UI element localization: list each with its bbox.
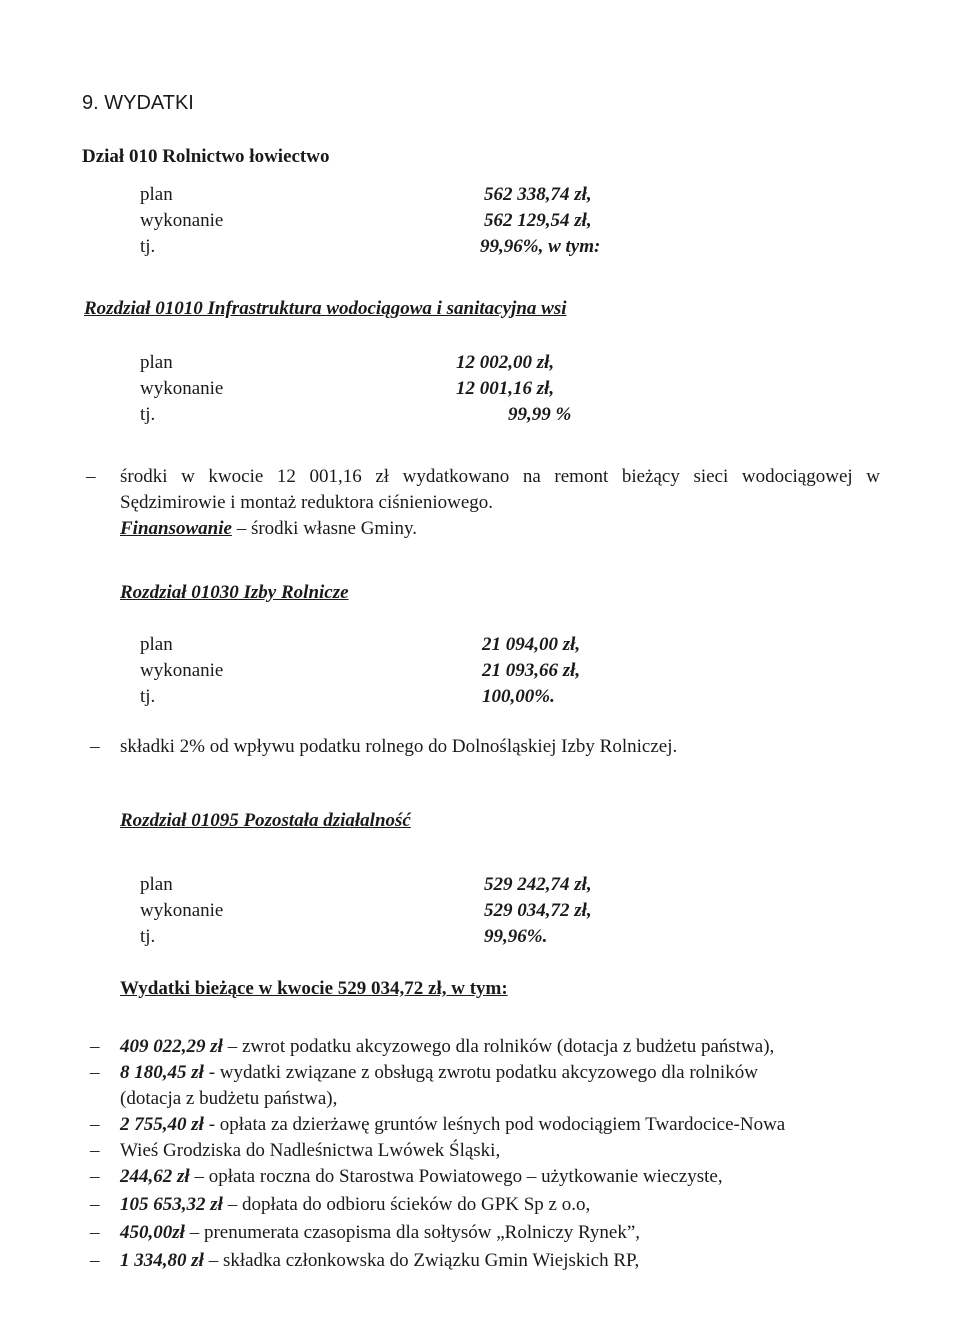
list-item (120, 1036, 774, 1058)
bullet-dash: – (90, 1222, 100, 1243)
list-item-amount: 450,00zł (120, 1222, 185, 1243)
bullet-dash: – (90, 736, 100, 757)
bullet-dash: – (90, 1114, 100, 1135)
list-item-text: – zwrot podatku akcyzowego dla rolników (dotacja z budżetu państwa), (222, 1036, 775, 1057)
r01010-label-plan: plan (140, 352, 173, 373)
r01030-bullet: składki 2% od wpływu podatku rolnego do Dolnośląskiej Izby Rolniczej. (120, 736, 678, 757)
list-item (120, 1194, 590, 1216)
r01010-label-tj: tj. (140, 404, 156, 425)
list-item (120, 1222, 640, 1244)
r01010-value-plan: 12 002,00 zł, (456, 352, 555, 373)
list-item-amount: 2 755,40 zł (120, 1114, 204, 1135)
bullet-dash: – (90, 1194, 100, 1215)
list-item-amount: 105 653,32 zł (120, 1194, 223, 1215)
list-item (120, 1114, 785, 1136)
dzial-label-wykonanie: wykonanie (140, 210, 224, 231)
bullet-dash: – (86, 466, 96, 487)
list-item (120, 1250, 639, 1272)
section-title: 9. WYDATKI (82, 92, 194, 114)
list-item-text: – dopłata do odbioru ścieków do GPK Sp z o.o, (222, 1194, 591, 1215)
list-item (120, 1062, 758, 1084)
r01095-label-tj: tj. (140, 926, 156, 947)
bullet-dash: – (90, 1062, 100, 1083)
r01095-label-plan: plan (140, 874, 173, 895)
r01030-label-plan: plan (140, 634, 173, 655)
list-item-amount: 8 180,45 zł (120, 1062, 204, 1083)
bullet-dash: – (90, 1140, 100, 1161)
bullet-dash: – (90, 1250, 100, 1271)
financing-text: – środki własne Gminy. (231, 518, 417, 539)
r01030-value-tj: 100,00%. (482, 686, 555, 707)
r01010-title: Rozdział 01010 Infrastruktura wodociągowa i sanitacyjna wsi (84, 298, 567, 319)
list-item-text: - opłata za dzierżawę gruntów leśnych pod wodociągiem Twardocice-Nowa (203, 1114, 786, 1135)
dzial-value-plan: 562 338,74 zł, (484, 184, 592, 205)
list-item-text: - wydatki związane z obsługą zwrotu podatku akcyzowego dla rolników (203, 1062, 758, 1083)
financing-label: Finansowanie (120, 518, 232, 539)
r01030-label-wykonanie: wykonanie (140, 660, 224, 681)
dzial-title: Dział 010 Rolnictwo łowiectwo (82, 146, 330, 167)
list-item-text: (dotacja z budżetu państwa), (120, 1088, 338, 1109)
bullet-dash: – (90, 1036, 100, 1057)
r01030-value-wykonanie: 21 093,66 zł, (482, 660, 581, 681)
r01095-label-wykonanie: wykonanie (140, 900, 224, 921)
r01095-value-plan: 529 242,74 zł, (484, 874, 592, 895)
list-item-text: – opłata roczna do Starostwa Powiatowego – użytkowanie wieczyste, (189, 1166, 723, 1187)
bullet-dash: – (90, 1166, 100, 1187)
dzial-label-plan: plan (140, 184, 173, 205)
r01030-label-tj: tj. (140, 686, 156, 707)
r01010-bullet-line2: Sędzimirowie i montaż reduktora ciśnieniowego. (120, 492, 494, 513)
dzial-value-tj: 99,96%, w tym: (480, 236, 601, 257)
r01010-financing (120, 518, 417, 540)
dzial-value-wykonanie: 562 129,54 zł, (484, 210, 592, 231)
wydatki-title: Wydatki bieżące w kwocie 529 034,72 zł, w tym: (120, 978, 508, 999)
r01095-title: Rozdział 01095 Pozostała działalność (120, 810, 411, 831)
r01010-value-wykonanie: 12 001,16 zł, (456, 378, 555, 399)
r01095-value-tj: 99,96%. (484, 926, 548, 947)
list-item-text: Wieś Grodziska do Nadleśnictwa Lwówek Śląski, (120, 1140, 501, 1161)
r01010-bullet-line1: środki w kwocie 12 001,16 zł wydatkowano na remont bieżący sieci wodociągowej w (120, 466, 880, 487)
list-item (120, 1166, 723, 1188)
list-item-amount: 244,62 zł (120, 1166, 190, 1187)
list-item-text: – składka członkowska do Związku Gmin Wiejskich RP, (203, 1250, 640, 1271)
list-item-continuation (120, 1140, 500, 1162)
dzial-label-tj: tj. (140, 236, 156, 257)
list-item-text: – prenumerata czasopisma dla sołtysów „Rolniczy Rynek”, (184, 1222, 641, 1243)
list-item-amount: 1 334,80 zł (120, 1250, 204, 1271)
list-item-amount: 409 022,29 zł (120, 1036, 223, 1057)
r01010-value-tj: 99,99 % (508, 404, 572, 425)
list-item-continuation (120, 1088, 337, 1110)
r01030-value-plan: 21 094,00 zł, (482, 634, 581, 655)
r01030-title: Rozdział 01030 Izby Rolnicze (120, 582, 349, 603)
r01095-value-wykonanie: 529 034,72 zł, (484, 900, 592, 921)
r01010-label-wykonanie: wykonanie (140, 378, 224, 399)
